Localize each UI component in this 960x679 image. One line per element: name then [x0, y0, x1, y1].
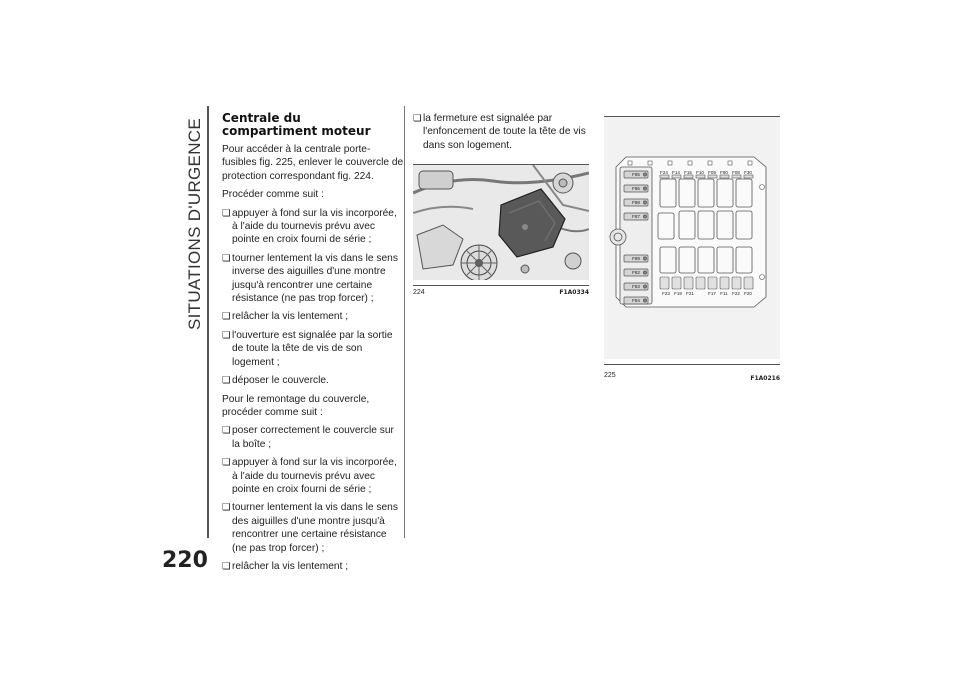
mounting-stud — [688, 161, 692, 165]
step-item: ❏ relâcher la vis lentement ; — [222, 310, 404, 323]
fuse-label: F14 — [672, 170, 680, 175]
relay — [679, 179, 695, 207]
mounting-stud — [708, 161, 712, 165]
intro-paragraph: Pour accéder à la centrale porte-fusibles fig. 225, enlever le couvercle de protection correspondant fig. 224. — [222, 144, 404, 182]
fuse-label: F83 — [632, 284, 640, 289]
relay — [698, 179, 714, 207]
fuse-label: F08 — [732, 170, 740, 175]
fuse-label: F90 — [720, 170, 728, 175]
figure-224 — [413, 164, 589, 296]
fuse-contact — [643, 187, 646, 190]
fuse-label: F11 — [720, 291, 728, 296]
fuse-label: F19 — [674, 291, 682, 296]
fuse-contact — [643, 299, 646, 302]
mini-fuse — [672, 277, 681, 289]
fuse-box-diagram — [604, 117, 780, 359]
mini-fuse — [732, 277, 741, 289]
relay — [658, 213, 674, 239]
relay — [736, 179, 752, 207]
fuse-label: F09 — [708, 170, 716, 175]
mounting-stud — [728, 161, 732, 165]
section-bar — [207, 106, 209, 538]
fuse-label: F22 — [732, 291, 740, 296]
fuse-label: F89 — [632, 256, 640, 261]
relay — [679, 211, 695, 239]
fuse-label: F88 — [632, 200, 640, 205]
fuse-label: F10 — [696, 170, 704, 175]
relay — [660, 247, 676, 273]
mini-fuse — [732, 175, 741, 178]
relay — [717, 247, 733, 273]
fuse-label: F15 — [684, 170, 692, 175]
step-item: ❏ tourner lentement la vis dans le sens des aiguilles d'une montre jusqu'à rencontrer une certaine résistance (ne pas trop forcer) ; — [222, 501, 404, 555]
relay — [717, 179, 733, 207]
text-column-middle — [413, 112, 589, 157]
fuse-label: F17 — [708, 291, 716, 296]
mini-fuse — [720, 175, 729, 178]
mounting-stud — [648, 161, 652, 165]
mini-fuse — [660, 277, 669, 289]
proceed-paragraph: Procéder comme suit : — [222, 189, 324, 201]
fuse-label: F30 — [744, 170, 752, 175]
mini-fuse — [696, 277, 705, 289]
relay — [698, 211, 714, 239]
mini-fuse — [684, 277, 693, 289]
fuse-label: F21 — [686, 291, 694, 296]
figure-caption — [604, 368, 780, 382]
step-item: ❏ appuyer à fond sur la vis incorporée, à l'aide du tournevis prévu avec pointe en croix fourni de série ; — [222, 456, 404, 496]
mounting-stud — [668, 161, 672, 165]
step-item: ❏ l'ouverture est signalée par la sortie de toute la tête de vis de son logement ; — [222, 329, 404, 369]
remount-paragraph: Pour le remontage du couvercle, procéder comme suit : — [222, 393, 370, 418]
fuse-contact — [643, 215, 646, 218]
mini-fuse — [672, 175, 681, 178]
fuse-label: F20 — [744, 291, 752, 296]
figure-bottom-rule — [413, 285, 589, 286]
text-column-left — [222, 112, 404, 578]
column-divider — [404, 106, 405, 538]
section-title: SITUATIONS D'URGENCE — [185, 118, 204, 331]
mini-fuse — [660, 175, 669, 178]
relay — [717, 211, 733, 239]
fuse-contact — [643, 201, 646, 204]
mini-fuse — [708, 175, 717, 178]
step-item: ❏ tourner lentement la vis dans le sens inverse des aiguilles d'une montre jusqu'à rencontrer une certaine résistance (ne pas trop forcer) ; — [222, 252, 404, 306]
figure-number: 225 — [604, 371, 616, 379]
relay — [736, 211, 752, 239]
fuse-label: F82 — [632, 270, 640, 275]
figure-code: F1A0334 — [559, 289, 589, 296]
mounting-stud — [628, 161, 632, 165]
step-item: ❏ la fermeture est signalée par l'enfoncement de toute la tête de vis dans son logement. — [413, 112, 589, 152]
mini-fuse — [720, 277, 729, 289]
figure-bottom-rule — [604, 364, 780, 365]
engine-cover-illustration — [413, 165, 589, 280]
mini-fuse — [696, 175, 705, 178]
mini-fuse — [684, 175, 693, 178]
mounting-stud — [760, 275, 765, 280]
fuse-label: F86 — [632, 186, 640, 191]
fuse-label: F84 — [632, 298, 640, 303]
fuse-contact — [643, 257, 646, 260]
mounting-stud — [760, 185, 765, 190]
step-item: ❏ relâcher la vis lentement ; — [222, 560, 404, 573]
mini-fuse — [708, 277, 717, 289]
fuse-label: F24 — [660, 170, 668, 175]
relay — [660, 179, 676, 207]
fuse-contact — [643, 285, 646, 288]
figure-number: 224 — [413, 289, 425, 296]
mini-fuse — [744, 175, 753, 178]
fuse-contact — [643, 173, 646, 176]
step-item: ❏ appuyer à fond sur la vis incorporée, à l'aide du tournevis prévu avec pointe en croix fourni de série ; — [222, 207, 404, 247]
fuse-label: F87 — [632, 214, 640, 219]
fuse-contact — [643, 271, 646, 274]
fuse-label: F85 — [632, 172, 640, 177]
relay — [698, 247, 714, 273]
page-number: 220 — [162, 548, 208, 573]
step-item: ❏ déposer le couvercle. — [222, 374, 404, 387]
fuse-label: F23 — [662, 291, 670, 296]
relay — [679, 247, 695, 273]
relay — [736, 247, 752, 273]
mini-fuse — [744, 277, 753, 289]
step-item: ❏ poser correctement le couvercle sur la boîte ; — [222, 424, 404, 451]
figure-225 — [604, 116, 780, 382]
figure-code: F1A0216 — [750, 375, 780, 382]
mounting-stud — [748, 161, 752, 165]
figure-caption — [413, 289, 589, 296]
section-heading: Centrale du compartiment moteur — [222, 111, 371, 138]
